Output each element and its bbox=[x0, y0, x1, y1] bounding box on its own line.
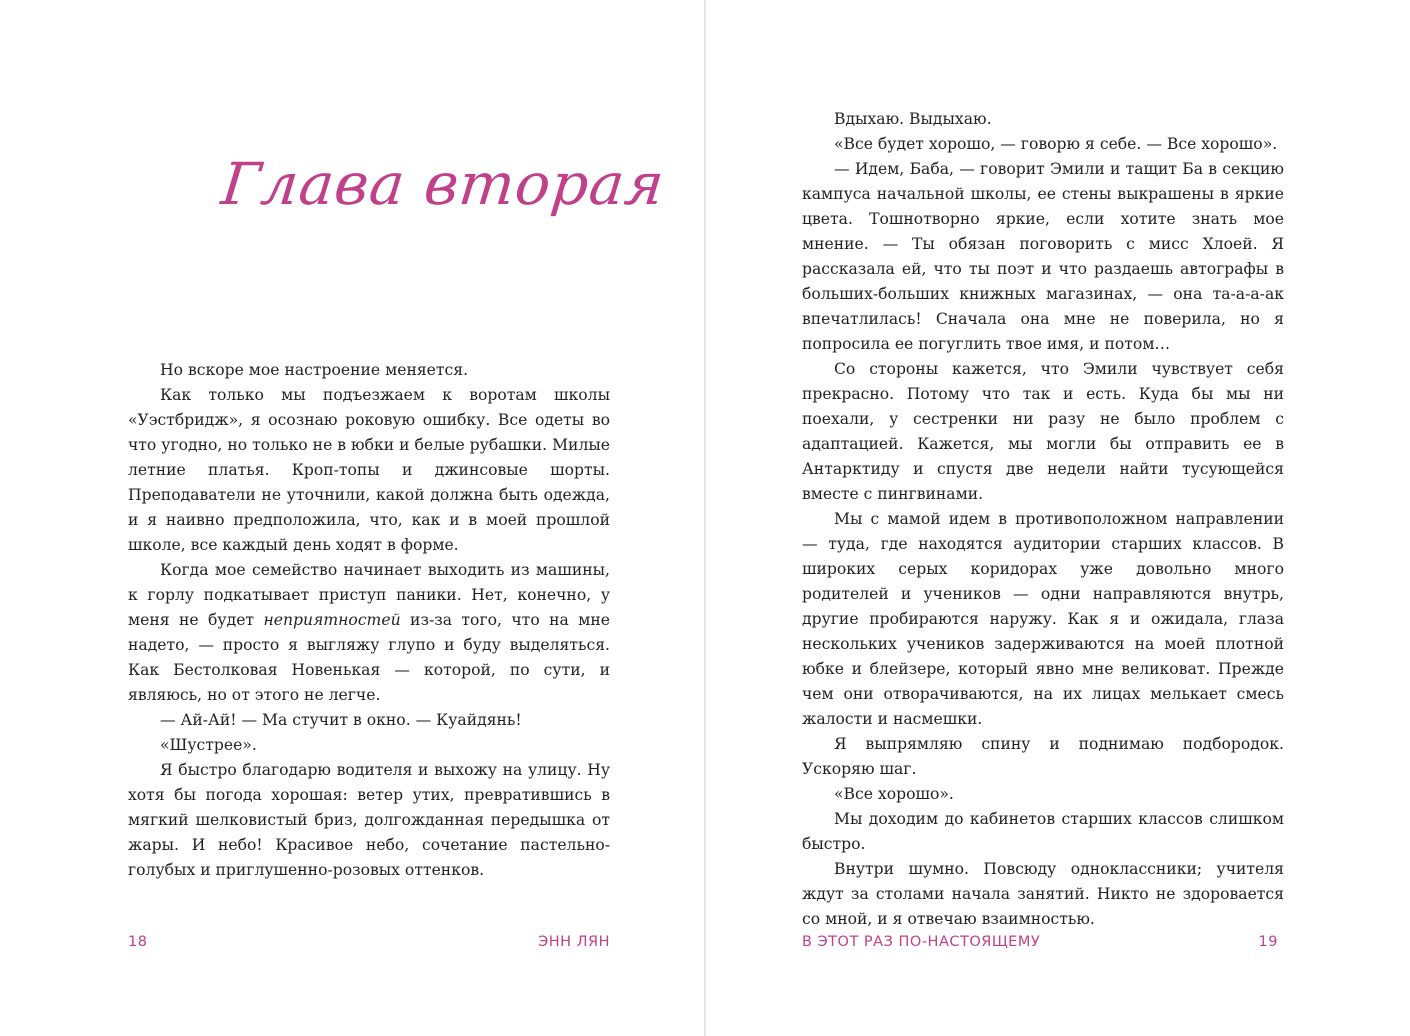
paragraph: «Все будет хорошо, — говорю я себе. — Все хорошо». bbox=[834, 135, 1278, 153]
right-page bbox=[706, 0, 1410, 1036]
chapter-title: Глава вторая bbox=[218, 150, 669, 218]
paragraph: Мы доходим до кабинетов старших классов слишком быстро. bbox=[802, 810, 1284, 853]
left-page bbox=[0, 0, 704, 1036]
paragraph bbox=[128, 558, 610, 708]
italic-emphasis: неприятностей bbox=[263, 611, 401, 629]
paragraph: — Ай-Ай! — Ма стучит в окно. — Куайдянь! bbox=[160, 711, 522, 729]
paragraph: — Идем, Баба, — говорит Эмили и тащит Ба в секцию кампуса начальной школы, ее стены выкрашены в яркие цвета. Тошнотворно яркие, если хотите знать мое мнение. — Ты обязан поговорить с мисс Хлоей. Я рассказала ей, что ты поэт и что раздаешь автографы в больших-больших книжных магазинах, — она та-а-а-ак впечатлилась! Сначала она мне не поверила, но я попросила ее погуглить твое имя, и потом… bbox=[802, 160, 1284, 353]
paragraph: Я выпрямляю спину и поднимаю подбородок. Ускоряю шаг. bbox=[802, 735, 1284, 778]
left-page-text bbox=[128, 358, 610, 883]
paragraph: «Шустрее». bbox=[160, 736, 257, 754]
paragraph-part: из-за того, что на мне надето, — просто я выгляжу глупо и буду выделяться. Как Бестолковая Новенькая — которой, по сути, и являюсь, но от этого не легче. bbox=[128, 611, 610, 704]
paragraph: Мы с мамой идем в противоположном направлении — туда, где находятся аудитории старших классов. В широких серых коридорах уже довольно много родителей и учеников — одни направляются внутрь, другие пробираются наружу. Как я и ожидала, глаза нескольких учеников задерживаются на моей плотной юбке и блейзере, который явно мне великоват. Прежде чем они отворачиваются, на их лицах мелькает смесь жалости и насмешки. bbox=[802, 510, 1284, 728]
paragraph: Как только мы подъезжаем к воротам школы «Уэстбридж», я осознаю роковую ошибку. Все одеты во что угодно, но только не в юбки и белые рубашки. Милые летние платья. Кроп-топы и джинсовые шорты. Преподаватели не уточнили, какой должна быть одежда, и я наивно предположила, что, как и в моей прошлой школе, все каждый день ходят в форме. bbox=[128, 386, 610, 554]
page-number: 18 bbox=[128, 934, 148, 950]
paragraph: Со стороны кажется, что Эмили чувствует себя прекрасно. Потому что так и есть. Куда бы мы ни поехали, у сестренки ни разу не было проблем с адаптацией. Кажется, мы могли бы отправить ее в Антарктиду и спустя две недели найти тусующейся вместе с пингвинами. bbox=[802, 360, 1284, 503]
paragraph: «Все хорошо». bbox=[834, 785, 954, 803]
paragraph: Внутри шумно. Повсюду одноклассники; учителя ждут за столами начала занятий. Никто не здоровается со мной, и я отвечаю взаимностью. bbox=[802, 860, 1284, 928]
paragraph: Но вскоре мое настроение меняется. bbox=[160, 361, 469, 379]
paragraph: Вдыхаю. Выдыхаю. bbox=[834, 110, 992, 128]
running-head-author: ЭНН ЛЯН bbox=[538, 934, 610, 950]
page-number: 19 bbox=[1258, 934, 1278, 950]
running-head-title: В ЭТОТ РАЗ ПО-НАСТОЯЩЕМУ bbox=[802, 934, 1041, 950]
right-page-text bbox=[802, 107, 1284, 932]
paragraph: Я быстро благодарю водителя и выхожу на улицу. Ну хотя бы погода хорошая: ветер утих, превратившись в мягкий шелковистый бриз, долгожданная передышка от жары. И небо! Красивое небо, сочетание пастельно-голубых и приглушенно-розовых оттенков. bbox=[128, 761, 610, 879]
paragraph-part: Когда мое семейство начинает выходить из машины, к горлу подкатывает приступ паники. Нет, конечно, у меня не будет bbox=[128, 561, 610, 629]
